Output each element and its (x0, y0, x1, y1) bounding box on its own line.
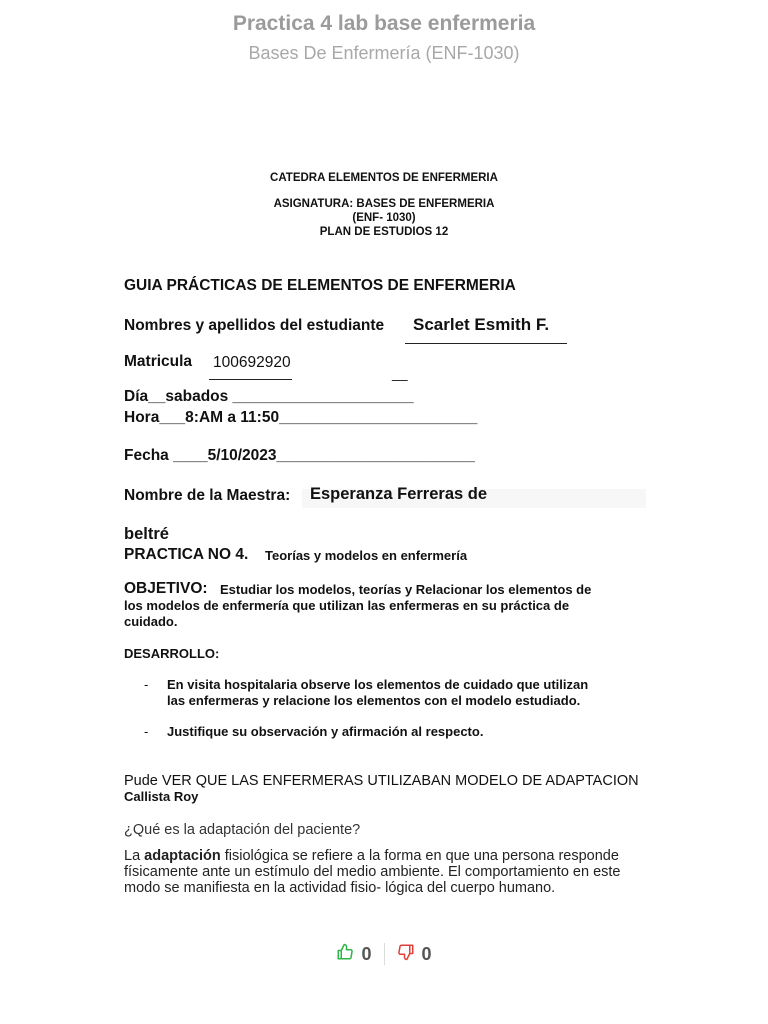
student-name-underline (405, 343, 567, 344)
question-line: ¿Qué es la adaptación del paciente? (124, 822, 361, 838)
objetivo-text-line-3: cuidado. (124, 614, 178, 629)
definition-keyword: adaptación (144, 848, 221, 864)
definition-rest: fisiológica se refiere a la forma en que una persona responde (220, 848, 619, 864)
desarrollo-label: DESARROLLO: (124, 646, 220, 661)
student-name-label: Nombres y apellidos del estudiante (124, 317, 385, 334)
bullet-text (167, 724, 647, 740)
maestra-label: Nombre de la Maestra: (124, 487, 291, 504)
like-button[interactable] (324, 943, 383, 966)
maestra-value: Esperanza Ferreras de (310, 485, 488, 503)
bullet-line-2: las enfermeras y relacione los elementos con el modelo estudiado. (167, 693, 581, 708)
document-title: Practica 4 lab base enfermeria (232, 12, 536, 35)
definition-line-1 (124, 848, 619, 864)
dislike-count: 0 (421, 943, 432, 964)
hora-line: Hora___8:AM a 11:50_______________________ (124, 409, 478, 426)
dia-line: Día__sabados _____________________ (124, 388, 414, 405)
objetivo-text-line-2: los modelos de enfermería que utilizan las enfermeras en su práctica de (124, 598, 570, 613)
catedra-heading: CATEDRA ELEMENTOS DE ENFERMERIA (270, 172, 498, 184)
objetivo-text-line-1: Estudiar los modelos, teorías y Relacionar los elementos de (220, 582, 592, 597)
maestra-value-continuation: beltré (124, 525, 169, 543)
matricula-extra-underline: __ (392, 365, 408, 381)
answer-author: Callista Roy (124, 789, 199, 804)
definition-prefix: La (124, 848, 145, 864)
thumbs-down-icon (397, 943, 415, 966)
like-count: 0 (361, 943, 372, 964)
objetivo-label: OBJETIVO: (124, 580, 208, 597)
asignatura-heading: ASIGNATURA: BASES DE ENFERMERIA (273, 198, 495, 210)
course-subtitle[interactable]: Bases De Enfermería (ENF-1030) (248, 43, 520, 63)
matricula-label: Matricula (124, 353, 193, 370)
definition-line-3: modo se manifiesta en la actividad fisio- lógica del cuerpo humano. (124, 880, 556, 896)
fecha-line: Fecha ____5/10/2023_______________________ (124, 447, 475, 464)
bullet-dash: - (144, 724, 149, 739)
answer-line: Pude VER QUE LAS ENFERMERAS UTILIZABAN MODELO DE ADAPTACION (124, 773, 639, 789)
dislike-button[interactable] (385, 943, 444, 966)
bullet-dash: - (144, 677, 149, 692)
feedback-bar (0, 940, 768, 968)
practica-label: PRACTICA NO 4. (124, 546, 249, 563)
bullet-line-1: En visita hospitalaria observe los elementos de cuidado que utilizan (167, 677, 589, 692)
bullet-line-1: Justifique su observación y afirmación al respecto. (167, 724, 484, 739)
course-code: (ENF- 1030) (352, 212, 416, 224)
guide-title: GUIA PRÁCTICAS DE ELEMENTOS DE ENFERMERIA (124, 277, 516, 294)
practica-value: Teorías y modelos en enfermería (265, 548, 468, 563)
thumbs-up-icon (336, 943, 354, 966)
definition-line-2: físicamente ante un estímulo del medio ambiente. El comportamiento en este (124, 864, 621, 880)
matricula-value: 100692920 (213, 354, 291, 371)
student-name-value: Scarlet Esmith F. (413, 315, 550, 334)
study-plan: PLAN DE ESTUDIOS 12 (319, 226, 449, 238)
bullet-text (167, 677, 647, 709)
matricula-underline (209, 379, 292, 380)
